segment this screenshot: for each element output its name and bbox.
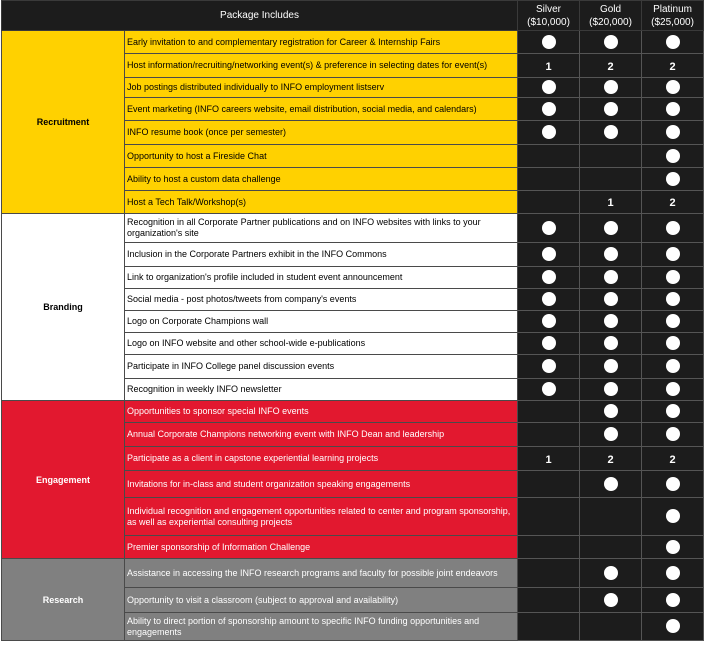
tier-cell-gold	[580, 267, 642, 289]
tier-cell-gold	[580, 214, 642, 243]
feature-cell: Link to organization's profile included in student event announcement	[125, 267, 518, 289]
feature-cell: Social media - post photos/tweets from company's events	[125, 289, 518, 311]
tier-cell-gold	[580, 191, 642, 214]
tier-cell-silver	[518, 168, 580, 191]
table-row	[2, 214, 704, 243]
tier-cell-silver	[518, 333, 580, 355]
tier-cell-gold	[580, 289, 642, 311]
included-dot-icon	[604, 404, 618, 418]
tier-cell-platinum	[642, 311, 704, 333]
feature-cell: Individual recognition and engagement opportunities related to center and program sponsorship, as well as experiential consulting projects	[125, 498, 518, 536]
quantity-value: 2	[669, 197, 676, 209]
tier-cell-silver	[518, 613, 580, 641]
sponsorship-package-table	[1, 0, 704, 641]
quantity-value: 2	[607, 453, 614, 466]
included-dot-icon	[604, 35, 618, 49]
included-dot-icon	[666, 35, 680, 49]
tier-cell-silver	[518, 31, 580, 54]
feature-cell: Ability to direct portion of sponsorship amount to specific INFO funding opportunities and engagements	[125, 613, 518, 641]
tier-cell-platinum	[642, 471, 704, 498]
tier-cell-gold	[580, 401, 642, 423]
tier-name: Silver	[536, 3, 562, 15]
tier-cell-platinum	[642, 498, 704, 536]
included-dot-icon	[666, 270, 680, 284]
tier-cell-silver	[518, 214, 580, 243]
quantity-value: 2	[669, 453, 676, 466]
feature-cell: Recognition in all Corporate Partner publications and on INFO websites with links to your organization's site	[125, 214, 518, 243]
included-dot-icon	[666, 382, 680, 396]
package-includes-header: Package Includes	[2, 1, 518, 31]
feature-cell: Opportunity to host a Fireside Chat	[125, 145, 518, 168]
included-dot-icon	[542, 247, 556, 261]
feature-cell: Ability to host a custom data challenge	[125, 168, 518, 191]
included-dot-icon	[604, 566, 618, 580]
tier-price: ($10,000)	[527, 16, 570, 28]
tier-cell-platinum	[642, 613, 704, 641]
included-dot-icon	[542, 80, 556, 94]
tier-cell-gold	[580, 423, 642, 447]
category-cell-recruitment: Recruitment	[2, 31, 125, 214]
feature-cell: Inclusion in the Corporate Partners exhibit in the INFO Commons	[125, 243, 518, 267]
included-dot-icon	[666, 336, 680, 350]
tier-cell-platinum	[642, 121, 704, 145]
feature-cell: Event marketing (INFO careers website, email distribution, social media, and calendars)	[125, 98, 518, 121]
tier-cell-platinum	[642, 401, 704, 423]
included-dot-icon	[542, 382, 556, 396]
feature-cell: Host a Tech Talk/Workshop(s)	[125, 191, 518, 214]
included-dot-icon	[604, 359, 618, 373]
included-dot-icon	[666, 172, 680, 186]
category-cell-branding: Branding	[2, 214, 125, 401]
table-row	[2, 401, 704, 423]
included-dot-icon	[542, 102, 556, 116]
feature-cell: Opportunity to visit a classroom (subject to approval and availability)	[125, 588, 518, 613]
included-dot-icon	[542, 221, 556, 235]
tier-cell-gold	[580, 379, 642, 401]
tier-cell-silver	[518, 121, 580, 145]
included-dot-icon	[542, 314, 556, 328]
category-cell-research: Research	[2, 559, 125, 641]
feature-cell: Logo on Corporate Champions wall	[125, 311, 518, 333]
feature-cell: Participate in INFO College panel discussion events	[125, 355, 518, 379]
tier-cell-gold	[580, 613, 642, 641]
included-dot-icon	[666, 125, 680, 139]
feature-cell: Early invitation to and complementary registration for Career & Internship Fairs	[125, 31, 518, 54]
feature-cell: INFO resume book (once per semester)	[125, 121, 518, 145]
included-dot-icon	[604, 125, 618, 139]
included-dot-icon	[666, 477, 680, 491]
tier-cell-silver	[518, 401, 580, 423]
tier-cell-platinum	[642, 243, 704, 267]
tier-cell-platinum	[642, 559, 704, 588]
tier-cell-platinum	[642, 536, 704, 559]
feature-cell: Invitations for in-class and student organization speaking engagements	[125, 471, 518, 498]
tier-cell-gold	[580, 243, 642, 267]
tier-name: Gold	[599, 3, 622, 15]
quantity-value: 1	[545, 453, 552, 466]
tier-cell-gold	[580, 311, 642, 333]
tier-header-gold	[580, 1, 642, 31]
tier-cell-gold	[580, 588, 642, 613]
tier-cell-silver	[518, 54, 580, 78]
quantity-value: 2	[669, 60, 676, 73]
feature-cell: Job postings distributed individually to INFO employment listserv	[125, 78, 518, 98]
table-row	[2, 31, 704, 54]
category-cell-engagement: Engagement	[2, 401, 125, 559]
tier-cell-platinum	[642, 191, 704, 214]
tier-cell-silver	[518, 498, 580, 536]
tier-cell-silver	[518, 588, 580, 613]
tier-cell-gold	[580, 447, 642, 471]
tier-cell-platinum	[642, 98, 704, 121]
included-dot-icon	[666, 247, 680, 261]
tier-header-platinum	[642, 1, 704, 31]
tier-cell-silver	[518, 311, 580, 333]
included-dot-icon	[666, 404, 680, 418]
tier-cell-platinum	[642, 423, 704, 447]
included-dot-icon	[666, 509, 680, 523]
included-dot-icon	[666, 292, 680, 306]
included-dot-icon	[666, 80, 680, 94]
tier-cell-silver	[518, 98, 580, 121]
tier-cell-silver	[518, 379, 580, 401]
tier-cell-silver	[518, 78, 580, 98]
feature-cell: Recognition in weekly INFO newsletter	[125, 379, 518, 401]
tier-cell-gold	[580, 333, 642, 355]
included-dot-icon	[604, 314, 618, 328]
tier-cell-gold	[580, 471, 642, 498]
included-dot-icon	[604, 80, 618, 94]
included-dot-icon	[604, 593, 618, 607]
feature-cell: Opportunities to sponsor special INFO events	[125, 401, 518, 423]
included-dot-icon	[604, 382, 618, 396]
tier-cell-platinum	[642, 145, 704, 168]
tier-price: ($25,000)	[651, 16, 694, 28]
feature-cell: Participate as a client in capstone experiential learning projects	[125, 447, 518, 471]
included-dot-icon	[604, 427, 618, 441]
quantity-value: 1	[607, 197, 614, 209]
tier-cell-silver	[518, 355, 580, 379]
tier-cell-silver	[518, 559, 580, 588]
tier-cell-gold	[580, 559, 642, 588]
included-dot-icon	[666, 221, 680, 235]
tier-cell-gold	[580, 78, 642, 98]
table-body	[2, 31, 704, 641]
tier-cell-silver	[518, 423, 580, 447]
tier-cell-silver	[518, 191, 580, 214]
included-dot-icon	[666, 566, 680, 580]
included-dot-icon	[542, 125, 556, 139]
included-dot-icon	[604, 336, 618, 350]
tier-cell-silver	[518, 447, 580, 471]
tier-cell-silver	[518, 267, 580, 289]
feature-cell: Annual Corporate Champions networking event with INFO Dean and leadership	[125, 423, 518, 447]
feature-cell: Assistance in accessing the INFO research programs and faculty for possible joint endeavors	[125, 559, 518, 588]
tier-header-silver	[518, 1, 580, 31]
included-dot-icon	[604, 247, 618, 261]
included-dot-icon	[542, 336, 556, 350]
table-row	[2, 559, 704, 588]
included-dot-icon	[666, 314, 680, 328]
tier-cell-platinum	[642, 267, 704, 289]
header-row	[2, 1, 704, 31]
tier-price: ($20,000)	[589, 16, 632, 28]
tier-cell-platinum	[642, 333, 704, 355]
quantity-value: 2	[607, 60, 614, 73]
tier-cell-silver	[518, 243, 580, 267]
tier-cell-platinum	[642, 214, 704, 243]
tier-cell-platinum	[642, 355, 704, 379]
feature-cell: Host information/recruiting/networking event(s) & preference in selecting dates for event(s)	[125, 54, 518, 78]
tier-cell-platinum	[642, 379, 704, 401]
included-dot-icon	[604, 221, 618, 235]
tier-cell-platinum	[642, 447, 704, 471]
tier-cell-platinum	[642, 31, 704, 54]
included-dot-icon	[604, 292, 618, 306]
included-dot-icon	[542, 270, 556, 284]
tier-cell-gold	[580, 121, 642, 145]
included-dot-icon	[666, 149, 680, 163]
included-dot-icon	[666, 102, 680, 116]
tier-cell-silver	[518, 145, 580, 168]
included-dot-icon	[666, 619, 680, 633]
tier-cell-gold	[580, 31, 642, 54]
tier-cell-gold	[580, 168, 642, 191]
included-dot-icon	[604, 102, 618, 116]
tier-cell-silver	[518, 471, 580, 498]
included-dot-icon	[542, 35, 556, 49]
tier-cell-platinum	[642, 289, 704, 311]
included-dot-icon	[542, 359, 556, 373]
included-dot-icon	[666, 427, 680, 441]
feature-cell: Premier sponsorship of Information Challenge	[125, 536, 518, 559]
tier-cell-gold	[580, 536, 642, 559]
tier-cell-platinum	[642, 168, 704, 191]
included-dot-icon	[666, 359, 680, 373]
included-dot-icon	[666, 540, 680, 554]
included-dot-icon	[666, 593, 680, 607]
included-dot-icon	[604, 477, 618, 491]
included-dot-icon	[604, 270, 618, 284]
tier-cell-gold	[580, 498, 642, 536]
tier-cell-platinum	[642, 588, 704, 613]
quantity-value: 1	[545, 60, 552, 73]
tier-cell-platinum	[642, 78, 704, 98]
feature-cell: Logo on INFO website and other school-wide e-publications	[125, 333, 518, 355]
tier-cell-gold	[580, 98, 642, 121]
tier-cell-silver	[518, 536, 580, 559]
included-dot-icon	[542, 292, 556, 306]
tier-name: Platinum	[653, 3, 692, 15]
tier-cell-gold	[580, 54, 642, 78]
tier-cell-gold	[580, 355, 642, 379]
tier-cell-gold	[580, 145, 642, 168]
tier-cell-platinum	[642, 54, 704, 78]
tier-cell-silver	[518, 289, 580, 311]
